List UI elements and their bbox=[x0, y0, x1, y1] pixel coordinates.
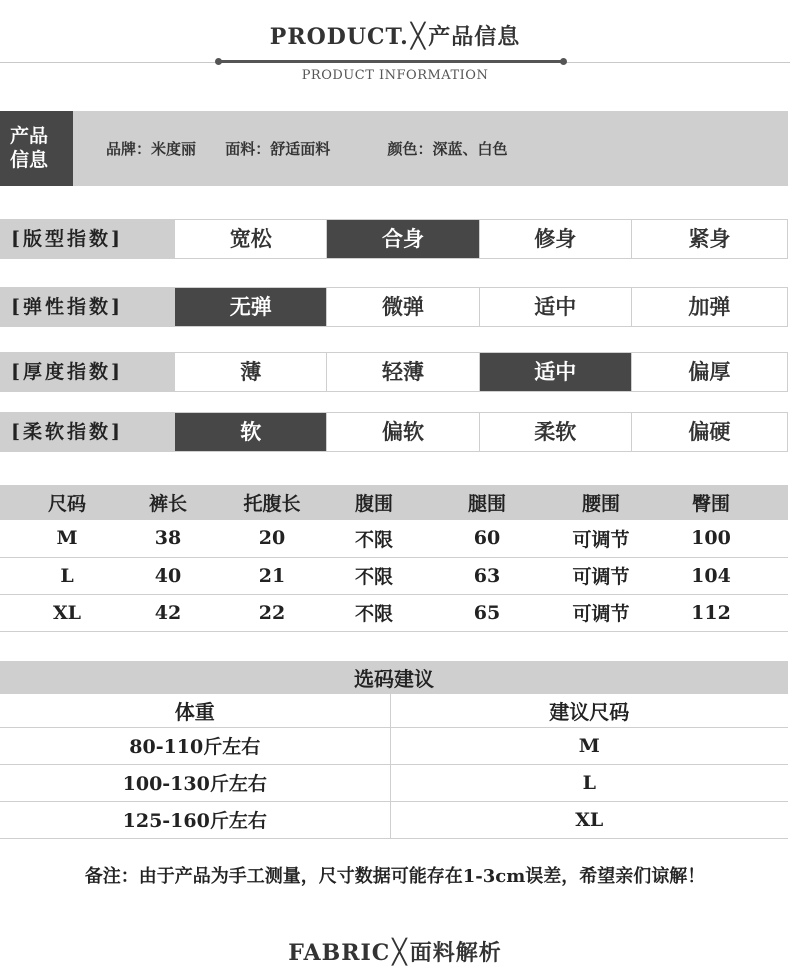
info-color: 颜色：深蓝、白色 bbox=[387, 140, 508, 158]
next-title-cn: 面料解析 bbox=[409, 940, 502, 966]
index-option: 修身 bbox=[479, 220, 631, 258]
table-cell: 40 bbox=[134, 557, 202, 594]
table-cell: 可调节 bbox=[568, 594, 634, 631]
index-option: 加弹 bbox=[631, 288, 787, 326]
table-cell: 100 bbox=[634, 520, 788, 557]
table-cell: 可调节 bbox=[568, 557, 634, 594]
table-cell: 125-160斤左右 bbox=[0, 801, 390, 838]
index-option: 轻薄 bbox=[326, 353, 478, 391]
column-header: 建议尺码 bbox=[390, 694, 788, 727]
index-option: 偏软 bbox=[326, 413, 478, 451]
table-cell: 63 bbox=[406, 557, 568, 594]
index-option: 紧身 bbox=[631, 220, 787, 258]
title-cn: 产品信息 bbox=[428, 24, 521, 50]
index-row-thickness bbox=[0, 352, 788, 392]
product-info-items bbox=[106, 138, 532, 159]
section-subtitle: PRODUCT INFORMATION bbox=[301, 68, 489, 83]
table-cell: 112 bbox=[634, 594, 788, 631]
index-label: [版型指数] bbox=[1, 220, 174, 258]
table-cell: 104 bbox=[634, 557, 788, 594]
column-header: 裤长 bbox=[134, 485, 202, 520]
title-separator: ╳ bbox=[392, 938, 408, 966]
size-advice-table bbox=[0, 661, 788, 839]
table-row bbox=[0, 764, 788, 801]
title-rule-bold bbox=[218, 60, 564, 63]
title-separator: ╳ bbox=[410, 22, 427, 50]
table-row bbox=[0, 520, 788, 557]
index-label: [弹性指数] bbox=[1, 288, 174, 326]
column-header: 尺码 bbox=[0, 485, 134, 520]
table-row bbox=[0, 727, 788, 764]
index-row-softness bbox=[0, 412, 788, 452]
table-cell: XL bbox=[0, 594, 134, 631]
advice-header-row bbox=[0, 694, 788, 727]
measurement-note: 备注：由于产品为手工测量，尺寸数据可能存在1-3cm误差，希望亲们谅解！ bbox=[84, 866, 706, 887]
table-cell: M bbox=[390, 727, 788, 764]
index-option-selected: 无弹 bbox=[174, 288, 326, 326]
table-cell: 21 bbox=[202, 557, 342, 594]
index-option: 微弹 bbox=[326, 288, 478, 326]
table-cell: M bbox=[0, 520, 134, 557]
table-cell: 20 bbox=[202, 520, 342, 557]
index-option: 薄 bbox=[174, 353, 326, 391]
product-info-label bbox=[0, 111, 73, 186]
size-table bbox=[0, 485, 788, 632]
index-row-elasticity bbox=[0, 287, 788, 327]
product-info-bar bbox=[0, 111, 788, 186]
index-option-selected: 适中 bbox=[479, 353, 631, 391]
index-option: 偏硬 bbox=[631, 413, 787, 451]
table-cell: 100-130斤左右 bbox=[0, 764, 390, 801]
index-option: 柔软 bbox=[479, 413, 631, 451]
column-header: 臀围 bbox=[634, 485, 788, 520]
table-row bbox=[0, 594, 788, 631]
table-cell: 80-110斤左右 bbox=[0, 727, 390, 764]
index-label: [柔软指数] bbox=[1, 413, 174, 451]
advice-caption: 选码建议 bbox=[0, 661, 788, 694]
index-option: 宽松 bbox=[174, 220, 326, 258]
table-cell: L bbox=[0, 557, 134, 594]
index-option-selected: 软 bbox=[174, 413, 326, 451]
table-cell: 不限 bbox=[342, 557, 406, 594]
column-header: 腹围 bbox=[342, 485, 406, 520]
title-en: PRODUCT. bbox=[269, 24, 409, 50]
column-header: 体重 bbox=[0, 694, 390, 727]
advice-caption-row bbox=[0, 661, 788, 694]
table-cell: 42 bbox=[134, 594, 202, 631]
section-title bbox=[0, 20, 790, 51]
column-header: 腿围 bbox=[406, 485, 568, 520]
table-cell: 22 bbox=[202, 594, 342, 631]
index-option: 适中 bbox=[479, 288, 631, 326]
table-cell: L bbox=[390, 764, 788, 801]
table-cell: 可调节 bbox=[568, 520, 634, 557]
column-header: 腰围 bbox=[568, 485, 634, 520]
table-cell: 65 bbox=[406, 594, 568, 631]
info-brand: 品牌：米度丽 bbox=[106, 140, 197, 158]
table-cell: 38 bbox=[134, 520, 202, 557]
index-label: [厚度指数] bbox=[1, 353, 174, 391]
table-cell: 60 bbox=[406, 520, 568, 557]
column-header: 托腹长 bbox=[202, 485, 342, 520]
info-fabric: 面料：舒适面料 bbox=[225, 140, 331, 158]
table-cell: 不限 bbox=[342, 594, 406, 631]
info-label-line2: 信息 bbox=[10, 149, 49, 171]
info-label-line1: 产品 bbox=[10, 125, 49, 147]
index-row-fit bbox=[0, 219, 788, 259]
table-cell: 不限 bbox=[342, 520, 406, 557]
index-option-selected: 合身 bbox=[326, 220, 478, 258]
table-row bbox=[0, 557, 788, 594]
next-section-title bbox=[0, 936, 790, 967]
table-cell: XL bbox=[390, 801, 788, 838]
size-table-header bbox=[0, 485, 788, 520]
next-title-en: FABRIC bbox=[288, 940, 391, 966]
table-row bbox=[0, 801, 788, 838]
index-option: 偏厚 bbox=[631, 353, 787, 391]
